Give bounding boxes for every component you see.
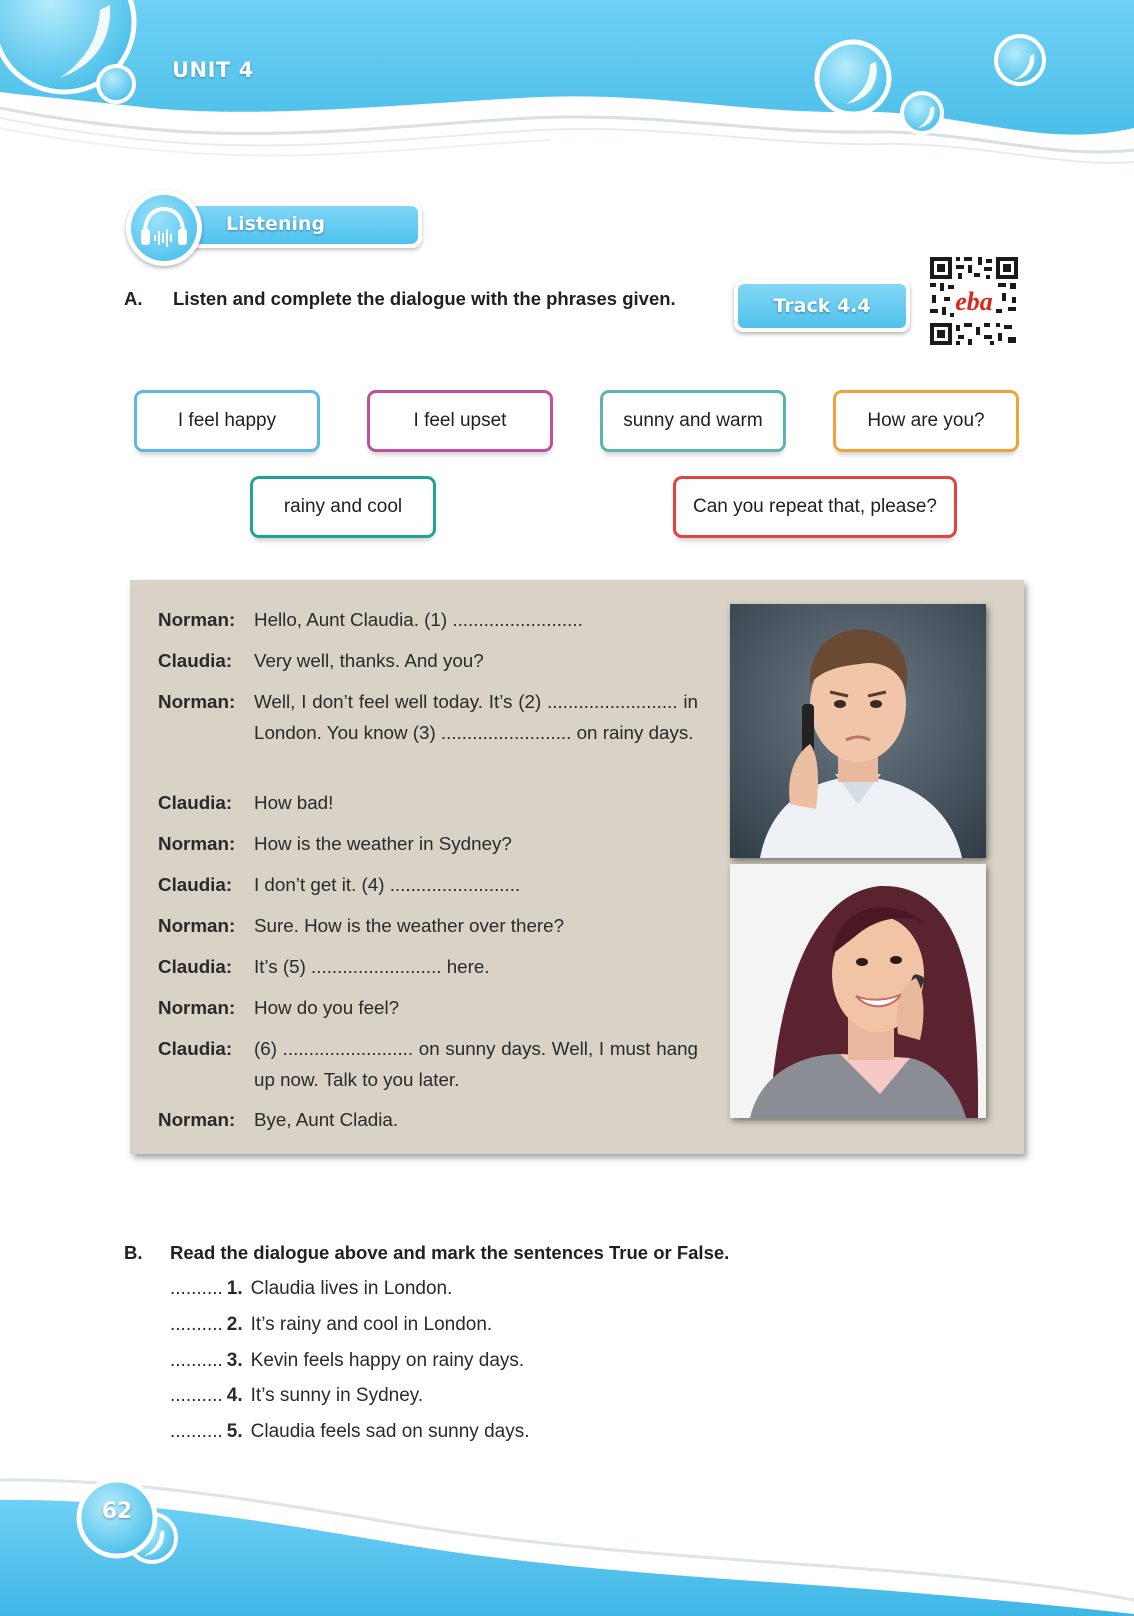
item-text: Claudia lives in London. <box>250 1278 453 1299</box>
item-number: 2. <box>226 1314 243 1335</box>
phrase-box-sunny-and-warm: sunny and warm <box>600 390 786 452</box>
true-false-item <box>170 1314 492 1336</box>
dialogue-speaker: Norman: <box>158 915 236 936</box>
listening-icon-circle <box>126 190 202 266</box>
dialogue-line <box>158 992 698 1023</box>
dialogue-text: How bad! <box>254 792 334 813</box>
item-text: Claudia feels sad on sunny days. <box>250 1421 530 1442</box>
item-text: Kevin feels happy on rainy days. <box>250 1350 525 1371</box>
answer-blank[interactable]: .......... <box>170 1421 223 1442</box>
dialogue-text: Hello, Aunt Claudia. (1) ......................... <box>254 609 583 630</box>
dialogue-speaker: Norman: <box>158 997 236 1018</box>
dialogue-text: Bye, Aunt Cladia. <box>254 1109 399 1130</box>
phrase-box-can-you-repeat: Can you repeat that, please? <box>673 476 957 538</box>
dialogue-line <box>158 869 698 900</box>
dialogue-speaker: Claudia: <box>158 874 233 895</box>
dialogue-text: How is the weather in Sydney? <box>254 833 512 854</box>
dialogue-line <box>158 645 698 676</box>
phrase-box-i-feel-upset: I feel upset <box>367 390 553 452</box>
dialogue-panel <box>130 580 1024 1154</box>
dialogue-speaker: Norman: <box>158 1109 236 1130</box>
dialogue-line <box>158 1033 698 1095</box>
dialogue-line <box>158 910 698 941</box>
dialogue-speaker: Claudia: <box>158 792 233 813</box>
section-title: Listening <box>226 213 326 235</box>
track-label: Track 4.4 <box>738 284 906 328</box>
dialogue-line <box>158 787 698 818</box>
true-false-item <box>170 1385 423 1407</box>
exercise-a-letter: A. <box>124 288 143 309</box>
woman-illustration <box>730 864 986 1118</box>
track-button[interactable] <box>734 280 910 332</box>
item-number: 1. <box>226 1278 243 1299</box>
dialogue-speaker: Norman: <box>158 833 236 854</box>
dialogue-speaker: Claudia: <box>158 650 233 671</box>
dialogue-line <box>158 1104 698 1135</box>
section-badge <box>126 190 426 266</box>
unit-title: UNIT 4 <box>172 58 254 82</box>
headphones-icon <box>131 195 197 261</box>
photo-boy-on-phone <box>730 604 986 858</box>
item-text: It’s sunny in Sydney. <box>250 1385 424 1406</box>
item-text: It’s rainy and cool in London. <box>250 1314 493 1335</box>
dialogue-text: (6) ......................... on sunny days. Well, I must hang up now. Talk to you later. <box>254 1038 698 1090</box>
page-number: 62 <box>101 1499 133 1524</box>
dialogue-speaker: Norman: <box>158 609 236 630</box>
dialogue-line <box>158 828 698 859</box>
dialogue-line <box>158 951 698 982</box>
item-number: 5. <box>226 1421 243 1442</box>
true-false-item <box>170 1421 530 1443</box>
answer-blank[interactable]: .......... <box>170 1350 223 1371</box>
item-number: 4. <box>226 1385 243 1406</box>
dialogue-text: Very well, thanks. And you? <box>254 650 484 671</box>
photo-woman-on-phone <box>730 864 986 1118</box>
dialogue-text: Well, I don’t feel well today. It’s (2) ......................... in London. You know (3) ......................... on rainy days. <box>254 691 698 743</box>
dialogue-text: I don’t get it. (4) ......................... <box>254 874 521 895</box>
header-wave-banner <box>0 0 1134 170</box>
exercise-a-instruction <box>124 283 704 314</box>
exercise-b-instruction <box>124 1242 729 1264</box>
phrase-box-i-feel-happy: I feel happy <box>134 390 320 452</box>
dialogue-speaker: Claudia: <box>158 956 233 977</box>
answer-blank[interactable]: .......... <box>170 1314 223 1335</box>
dialogue-line <box>158 686 698 748</box>
answer-blank[interactable]: .......... <box>170 1385 223 1406</box>
true-false-item <box>170 1350 524 1372</box>
item-number: 3. <box>226 1350 243 1371</box>
exercise-b-letter: B. <box>124 1242 143 1263</box>
phrase-box-rainy-and-cool: rainy and cool <box>250 476 436 538</box>
exercise-a-text: Listen and complete the dialogue with the phrases given. <box>173 288 676 309</box>
dialogue-speaker: Claudia: <box>158 1038 233 1059</box>
dialogue-speaker: Norman: <box>158 691 236 712</box>
phrase-box-how-are-you: How are you? <box>833 390 1019 452</box>
dialogue-text: It’s (5) ......................... here. <box>254 956 490 977</box>
qr-logo-text: eba <box>955 287 993 316</box>
exercise-b-text: Read the dialogue above and mark the sentences True or False. <box>170 1242 730 1263</box>
dialogue-text: How do you feel? <box>254 997 400 1018</box>
footer-wave-banner <box>0 1470 1134 1616</box>
boy-illustration <box>730 604 986 858</box>
dialogue-text: Sure. How is the weather over there? <box>254 915 565 936</box>
answer-blank[interactable]: .......... <box>170 1278 223 1299</box>
true-false-item <box>170 1278 452 1300</box>
dialogue-line <box>158 604 698 635</box>
qr-code-icon[interactable] <box>928 255 1020 347</box>
